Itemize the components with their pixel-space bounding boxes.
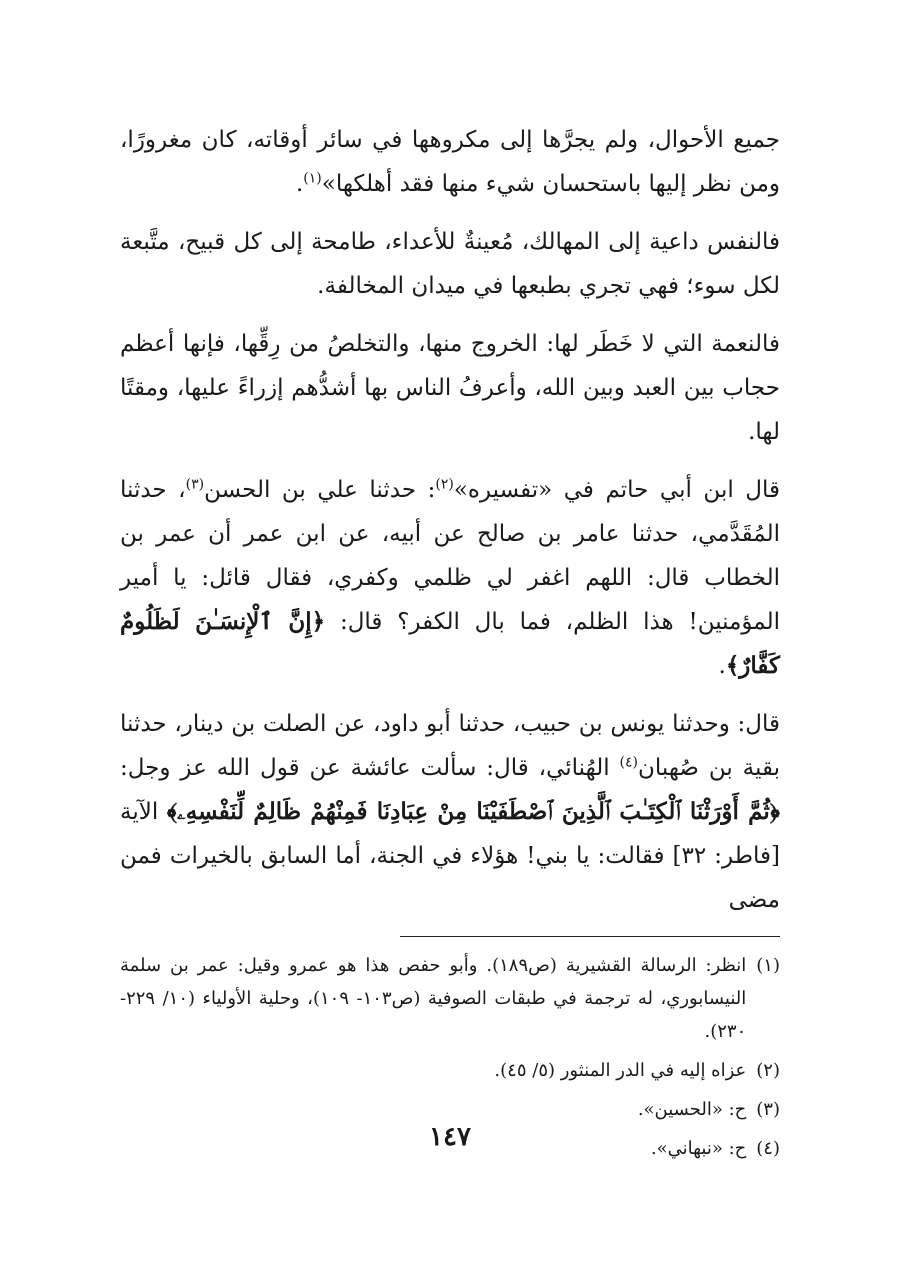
footnote-ref-4: (٤) xyxy=(619,754,638,771)
paragraph-1: جميع الأحوال، ولم يجرَّها إلى مكروهها في سائر أوقاته، كان مغرورًا، ومن نظر إليها باستحسان شيء منها فقد أهلكها»$^{(١)}$. xyxy=(120,127,780,197)
footnote-ref-2: (٢) xyxy=(435,476,454,493)
footnote-number: (٣) xyxy=(756,1099,780,1120)
page-number: ١٤٧ xyxy=(429,1122,471,1152)
footnote-number: (٤) xyxy=(756,1138,780,1159)
main-text xyxy=(120,118,780,922)
footnote-text: انظر: الرسالة القشيرية (ص١٨٩). وأبو حفص هذا هو عمرو وقيل: عمر بن سلمة النيسابوري، له ترجمة في طبقات الصوفية (ص١٠٣- ١٠٩)، وحلية الأولياء (١٠/ ٢٢٩- ٢٣٠). xyxy=(120,955,747,1042)
page-body xyxy=(120,118,780,1171)
footnote-1 xyxy=(120,949,780,1048)
paragraph-2: فالنفس داعية إلى المهالك، مُعينةٌ للأعداء، طامحة إلى كل قبيح، متَّبعة لكل سوء؛ فهي تجري بطبعها في ميدان المخالفة. xyxy=(120,229,780,299)
footnote-text: عزاه إليه في الدر المنثور (٥/ ٤٥). xyxy=(494,1060,747,1081)
footnote-text: ح: «الحسين». xyxy=(637,1099,747,1120)
paragraph-3: فالنعمة التي لا خَطَر لها: الخروج منها، والتخلصُ من رِقِّها، فإنها أعظم حجاب بين العبد وبين الله، وأعرفُ الناس بها أشدُّهم إزراءً عليها، ومقتًا لها. xyxy=(120,331,780,445)
footnote-ref-3: (٣) xyxy=(185,476,205,493)
footnote-text: ح: «نبهاني». xyxy=(650,1138,747,1159)
footnote-ref-1: (١) xyxy=(303,170,322,187)
footnote-separator xyxy=(400,936,780,937)
paragraph-5: قال: وحدثنا يونس بن حبيب، حدثنا أبو داود، عن الصلت بن دينار، حدثنا بقية بن صُهبان$^{(٤)}$ الهُنائي، قال: سألت عائشة عن قول الله عز وجل: ﴿ثُمَّ أَوْرَثْنَا ٱلْكِتَـٰبَ ٱلَّذِينَ ٱصْطَفَيْنَا مِنْ عِبَادِنَا فَمِنْهُمْ ظَالِمٌ لِّنَفْسِهِۦ﴾ الآية [فاطر: ٣٢] فقالت: يا بني! هؤلاء في الجنة، أما السابق بالخيرات فمن مضى xyxy=(120,711,780,913)
paragraph-4: قال ابن أبي حاتم في «تفسيره»$^{(٢)}$: حدثنا علي بن الحسن$^{(٣)}$، حدثنا المُقَدَّمي، حدثنا عامر بن صالح عن أبيه، عن ابن عمر أن عمر بن الخطاب قال: اللهم اغفر لي ظلمي وكفري، فقال قائل: يا أمير المؤمنين! هذا الظلم، فما بال الكفر؟ قال: ﴿إِنَّ ٱلْإِنسَـٰنَ لَظَلُومٌ كَفَّارٌ﴾. xyxy=(120,476,781,679)
quran-verse-1: ﴿إِنَّ ٱلْإِنسَـٰنَ لَظَلُومٌ كَفَّارٌ﴾ xyxy=(120,608,780,679)
footnote-2 xyxy=(120,1054,780,1087)
footnote-number: (١) xyxy=(756,955,780,976)
footnote-number: (٢) xyxy=(756,1060,780,1081)
quran-verse-2: ﴿ثُمَّ أَوْرَثْنَا ٱلْكِتَـٰبَ ٱلَّذِينَ ٱصْطَفَيْنَا مِنْ عِبَادِنَا فَمِنْهُمْ ظَالِمٌ لِّنَفْسِهِۦ﴾ xyxy=(166,798,780,825)
